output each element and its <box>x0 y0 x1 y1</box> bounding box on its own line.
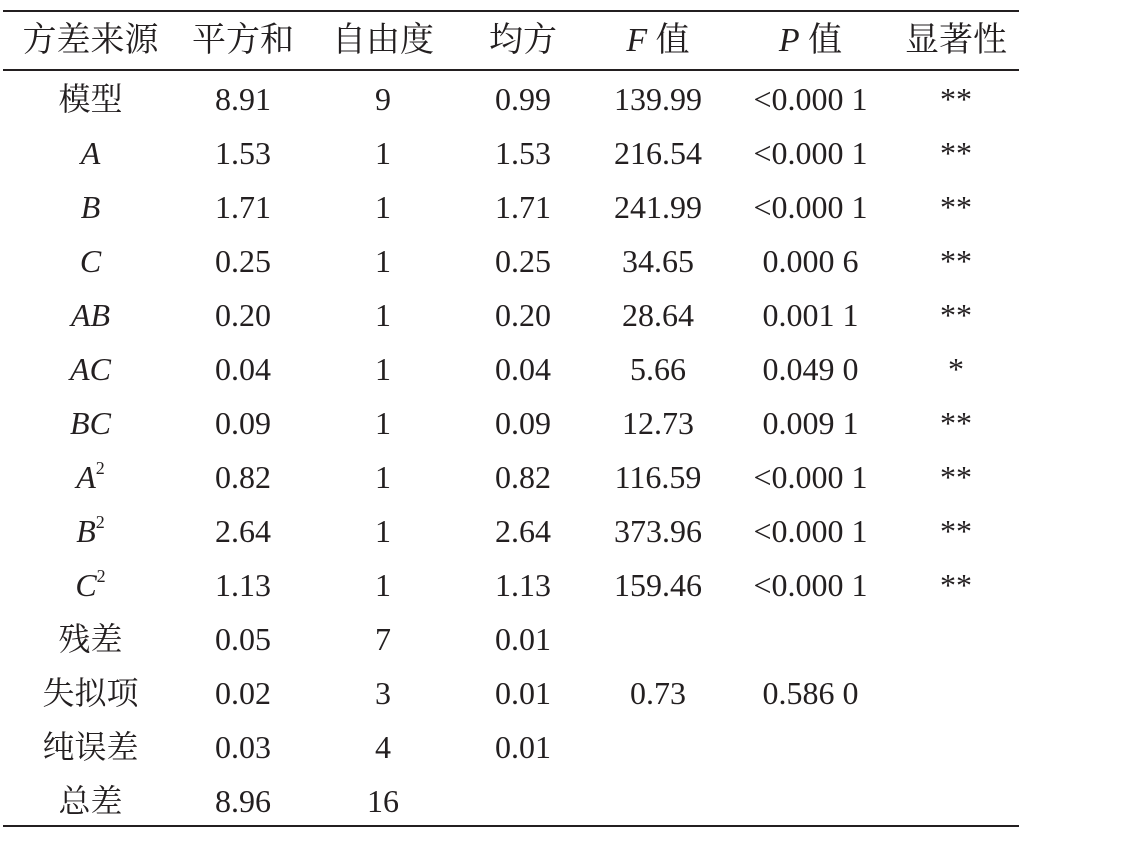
cell-p-value: <0.000 1 <box>753 567 868 603</box>
cell-mean-square: 1.71 <box>495 189 551 225</box>
cell-mean-square: 1.53 <box>495 135 551 171</box>
cell-significance: ** <box>940 297 972 333</box>
header-f-suffix: 值 <box>647 22 690 59</box>
cell-p-value: <0.000 1 <box>753 513 868 549</box>
cell-degrees-of-freedom: 1 <box>375 243 391 279</box>
header-p-symbol: P <box>778 22 800 59</box>
cell-f-value: 12.73 <box>622 405 694 441</box>
header-source: 方差来源 <box>22 22 159 59</box>
cell-p-value <box>728 612 893 666</box>
table-row <box>3 774 1019 828</box>
table-row <box>3 72 1019 126</box>
cell-significance <box>893 774 1019 828</box>
cell-source <box>3 558 178 612</box>
table-row <box>3 126 1019 180</box>
cell-degrees-of-freedom: 9 <box>375 81 391 117</box>
cell-degrees-of-freedom: 1 <box>375 351 391 387</box>
cell-source <box>3 180 178 234</box>
cell-source <box>3 504 178 558</box>
cell-sum-of-squares: 0.02 <box>215 675 271 711</box>
cell-p-value: <0.000 1 <box>753 135 868 171</box>
cell-degrees-of-freedom: 7 <box>375 621 391 657</box>
cell-source <box>3 234 178 288</box>
cell-p-value <box>728 774 893 828</box>
table-row <box>3 666 1019 720</box>
cell-significance: ** <box>940 81 972 117</box>
table-bottom-rule <box>3 825 1019 827</box>
cell-significance <box>893 720 1019 774</box>
table-row <box>3 504 1019 558</box>
header-sum-of-squares: 平方和 <box>192 22 294 59</box>
cell-source <box>3 450 178 504</box>
table-row <box>3 396 1019 450</box>
source-factor: B <box>76 513 96 549</box>
source-factor: C <box>75 567 97 603</box>
cell-mean-square: 0.82 <box>495 459 551 495</box>
cell-p-value: 0.009 1 <box>762 405 859 441</box>
cell-sum-of-squares: 0.04 <box>215 351 271 387</box>
cell-degrees-of-freedom: 4 <box>375 729 391 765</box>
table-row <box>3 720 1019 774</box>
source-exponent: 2 <box>95 458 105 478</box>
table-row <box>3 234 1019 288</box>
source-factor: B <box>80 189 101 225</box>
cell-f-value: 373.96 <box>614 513 702 549</box>
cell-sum-of-squares: 0.82 <box>215 459 271 495</box>
cell-mean-square: 2.64 <box>495 513 551 549</box>
cell-source: 模型 <box>58 81 123 117</box>
header-f-value <box>588 12 728 70</box>
cell-sum-of-squares: 2.64 <box>215 513 271 549</box>
header-mean-square: 均方 <box>489 22 557 59</box>
cell-f-value: 28.64 <box>622 297 694 333</box>
cell-mean-square <box>458 774 588 828</box>
table-row <box>3 342 1019 396</box>
cell-f-value: 159.46 <box>614 567 702 603</box>
table-header-rule <box>3 69 1019 71</box>
cell-significance: ** <box>940 405 972 441</box>
cell-mean-square: 0.01 <box>495 621 551 657</box>
source-factor: AB <box>70 297 111 333</box>
cell-p-value: 0.000 6 <box>762 243 859 279</box>
cell-f-value: 5.66 <box>630 351 686 387</box>
cell-significance <box>893 666 1019 720</box>
cell-degrees-of-freedom: 1 <box>375 513 391 549</box>
cell-source: 失拟项 <box>42 675 139 711</box>
cell-sum-of-squares: 1.13 <box>215 567 271 603</box>
header-degrees-of-freedom: 自由度 <box>332 22 434 59</box>
header-significance: 显著性 <box>905 22 1007 59</box>
cell-sum-of-squares: 1.53 <box>215 135 271 171</box>
source-factor: AC <box>70 351 111 387</box>
cell-f-value: 241.99 <box>614 189 702 225</box>
cell-f-value: 216.54 <box>614 135 702 171</box>
cell-sum-of-squares: 0.05 <box>215 621 271 657</box>
cell-mean-square: 0.01 <box>495 729 551 765</box>
cell-source <box>3 126 178 180</box>
cell-significance: ** <box>940 135 972 171</box>
source-factor: A <box>76 459 96 495</box>
source-factor: C <box>79 243 102 279</box>
cell-source: 残差 <box>58 621 123 657</box>
cell-f-value <box>588 774 728 828</box>
cell-significance: ** <box>940 189 972 225</box>
cell-degrees-of-freedom: 1 <box>375 189 391 225</box>
cell-degrees-of-freedom: 16 <box>367 783 399 819</box>
cell-sum-of-squares: 8.96 <box>215 783 271 819</box>
cell-mean-square: 0.99 <box>495 81 551 117</box>
cell-degrees-of-freedom: 3 <box>375 675 391 711</box>
cell-mean-square: 1.13 <box>495 567 551 603</box>
cell-sum-of-squares: 1.71 <box>215 189 271 225</box>
cell-source <box>3 396 178 450</box>
cell-mean-square: 0.25 <box>495 243 551 279</box>
cell-sum-of-squares: 0.25 <box>215 243 271 279</box>
cell-mean-square: 0.09 <box>495 405 551 441</box>
cell-p-value: <0.000 1 <box>753 459 868 495</box>
table-row <box>3 558 1019 612</box>
cell-degrees-of-freedom: 1 <box>375 459 391 495</box>
cell-significance: ** <box>940 459 972 495</box>
cell-significance: ** <box>940 567 972 603</box>
cell-significance: ** <box>940 243 972 279</box>
cell-significance <box>893 612 1019 666</box>
cell-sum-of-squares: 0.20 <box>215 297 271 333</box>
cell-sum-of-squares: 0.09 <box>215 405 271 441</box>
cell-sum-of-squares: 8.91 <box>215 81 271 117</box>
cell-p-value: <0.000 1 <box>753 189 868 225</box>
table-row <box>3 180 1019 234</box>
cell-sum-of-squares: 0.03 <box>215 729 271 765</box>
cell-degrees-of-freedom: 1 <box>375 567 391 603</box>
header-p-suffix: 值 <box>799 22 843 59</box>
table-row <box>3 450 1019 504</box>
cell-degrees-of-freedom: 1 <box>375 297 391 333</box>
source-factor: BC <box>70 405 111 441</box>
cell-f-value <box>588 612 728 666</box>
cell-f-value <box>588 720 728 774</box>
cell-p-value <box>728 720 893 774</box>
cell-mean-square: 0.01 <box>495 675 551 711</box>
cell-source <box>3 288 178 342</box>
source-exponent: 2 <box>96 566 106 586</box>
cell-degrees-of-freedom: 1 <box>375 405 391 441</box>
cell-f-value: 139.99 <box>614 81 702 117</box>
cell-mean-square: 0.20 <box>495 297 551 333</box>
cell-f-value: 0.73 <box>630 675 686 711</box>
cell-p-value: 0.049 0 <box>762 351 859 387</box>
source-factor: A <box>80 135 101 171</box>
cell-f-value: 116.59 <box>614 459 702 495</box>
cell-significance: * <box>948 351 964 387</box>
table-row <box>3 288 1019 342</box>
cell-degrees-of-freedom: 1 <box>375 135 391 171</box>
cell-f-value: 34.65 <box>622 243 694 279</box>
header-f-symbol: F <box>626 22 648 59</box>
cell-significance: ** <box>940 513 972 549</box>
cell-mean-square: 0.04 <box>495 351 551 387</box>
cell-p-value: <0.000 1 <box>753 81 868 117</box>
cell-p-value: 0.001 1 <box>762 297 859 333</box>
source-exponent: 2 <box>95 512 105 532</box>
cell-p-value: 0.586 0 <box>762 675 859 711</box>
cell-source: 总差 <box>58 783 123 819</box>
cell-source <box>3 342 178 396</box>
table-row <box>3 612 1019 666</box>
table-header-row <box>3 12 1019 66</box>
cell-source: 纯误差 <box>42 729 139 765</box>
header-p-value <box>728 12 893 70</box>
